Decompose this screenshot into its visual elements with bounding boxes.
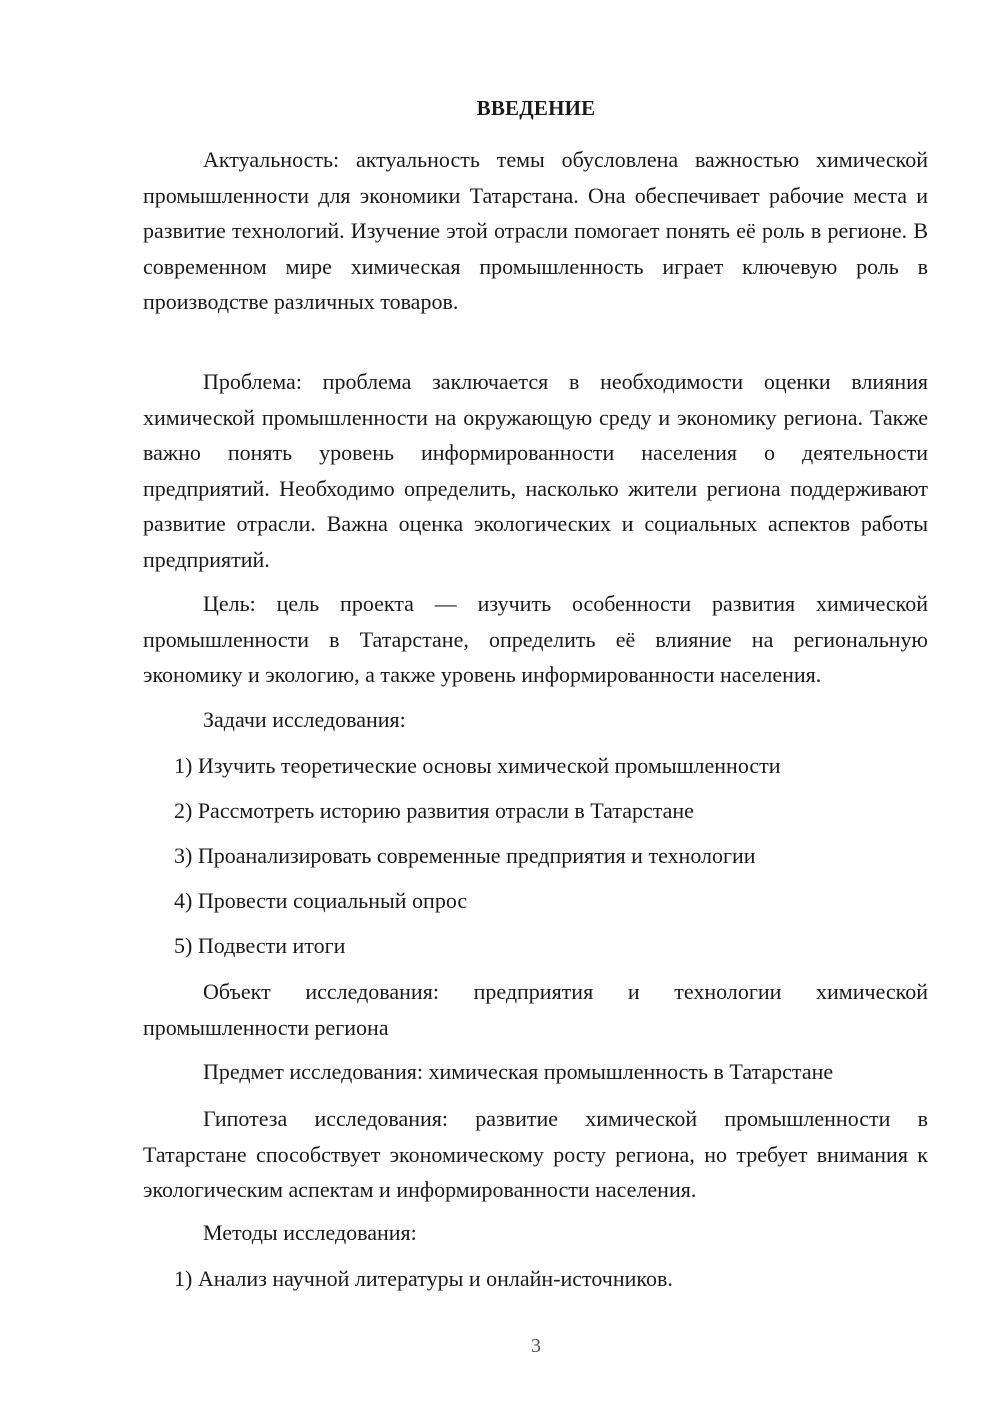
paragraph-object: Объект исследования: предприятия и технологии химической промышленности региона xyxy=(143,979,928,1040)
methods-heading: Методы исследования: xyxy=(203,1220,417,1245)
task-item: 1) Изучить теоретические основы химической промышленности xyxy=(174,753,781,778)
tasks-heading: Задачи исследования: xyxy=(203,707,406,732)
task-item: 2) Рассмотреть историю развития отрасли в Татарстане xyxy=(174,798,694,823)
task-item: 3) Проанализировать современные предприятия и технологии xyxy=(174,843,756,868)
paragraph-hypothesis: Гипотеза исследования: развитие химической промышленности в Татарстане способствует экономическому росту региона, но требует внимания к экологическим аспектам и информированности населения. xyxy=(143,1106,928,1202)
method-item: 1) Анализ научной литературы и онлайн-источников. xyxy=(174,1266,673,1291)
page-title: ВВЕДЕНИЕ xyxy=(476,96,596,120)
task-item: 4) Провести социальный опрос xyxy=(174,888,468,913)
paragraph-relevance: Актуальность: актуальность темы обусловлена важностью химической промышленности для экономики Татарстана. Она обеспечивает рабочие места и развитие технологий. Изучение этой отрасли помогает понять её роль в регионе. В современном мире химическая промышленность играет ключевую роль в производстве различных товаров. xyxy=(143,147,928,314)
paragraph-goal: Цель: цель проекта — изучить особенности развития химической промышленности в Татарстане, определить её влияние на региональную экономику и экологию, а также уровень информированности населения. xyxy=(143,591,928,687)
page-number: 3 xyxy=(531,1335,541,1357)
paragraph-problem: Проблема: проблема заключается в необходимости оценки влияния химической промышленности на окружающую среду и экономику региона. Также важно понять уровень информированности населения о деятельности предприятий. Необходимо определить, насколько жители региона поддерживают развитие отрасли. Важна оценка экологических и социальных аспектов работы предприятий. xyxy=(143,369,928,572)
task-item: 5) Подвести итоги xyxy=(174,933,346,958)
paragraph-subject: Предмет исследования: химическая промышленность в Татарстане xyxy=(203,1059,834,1084)
